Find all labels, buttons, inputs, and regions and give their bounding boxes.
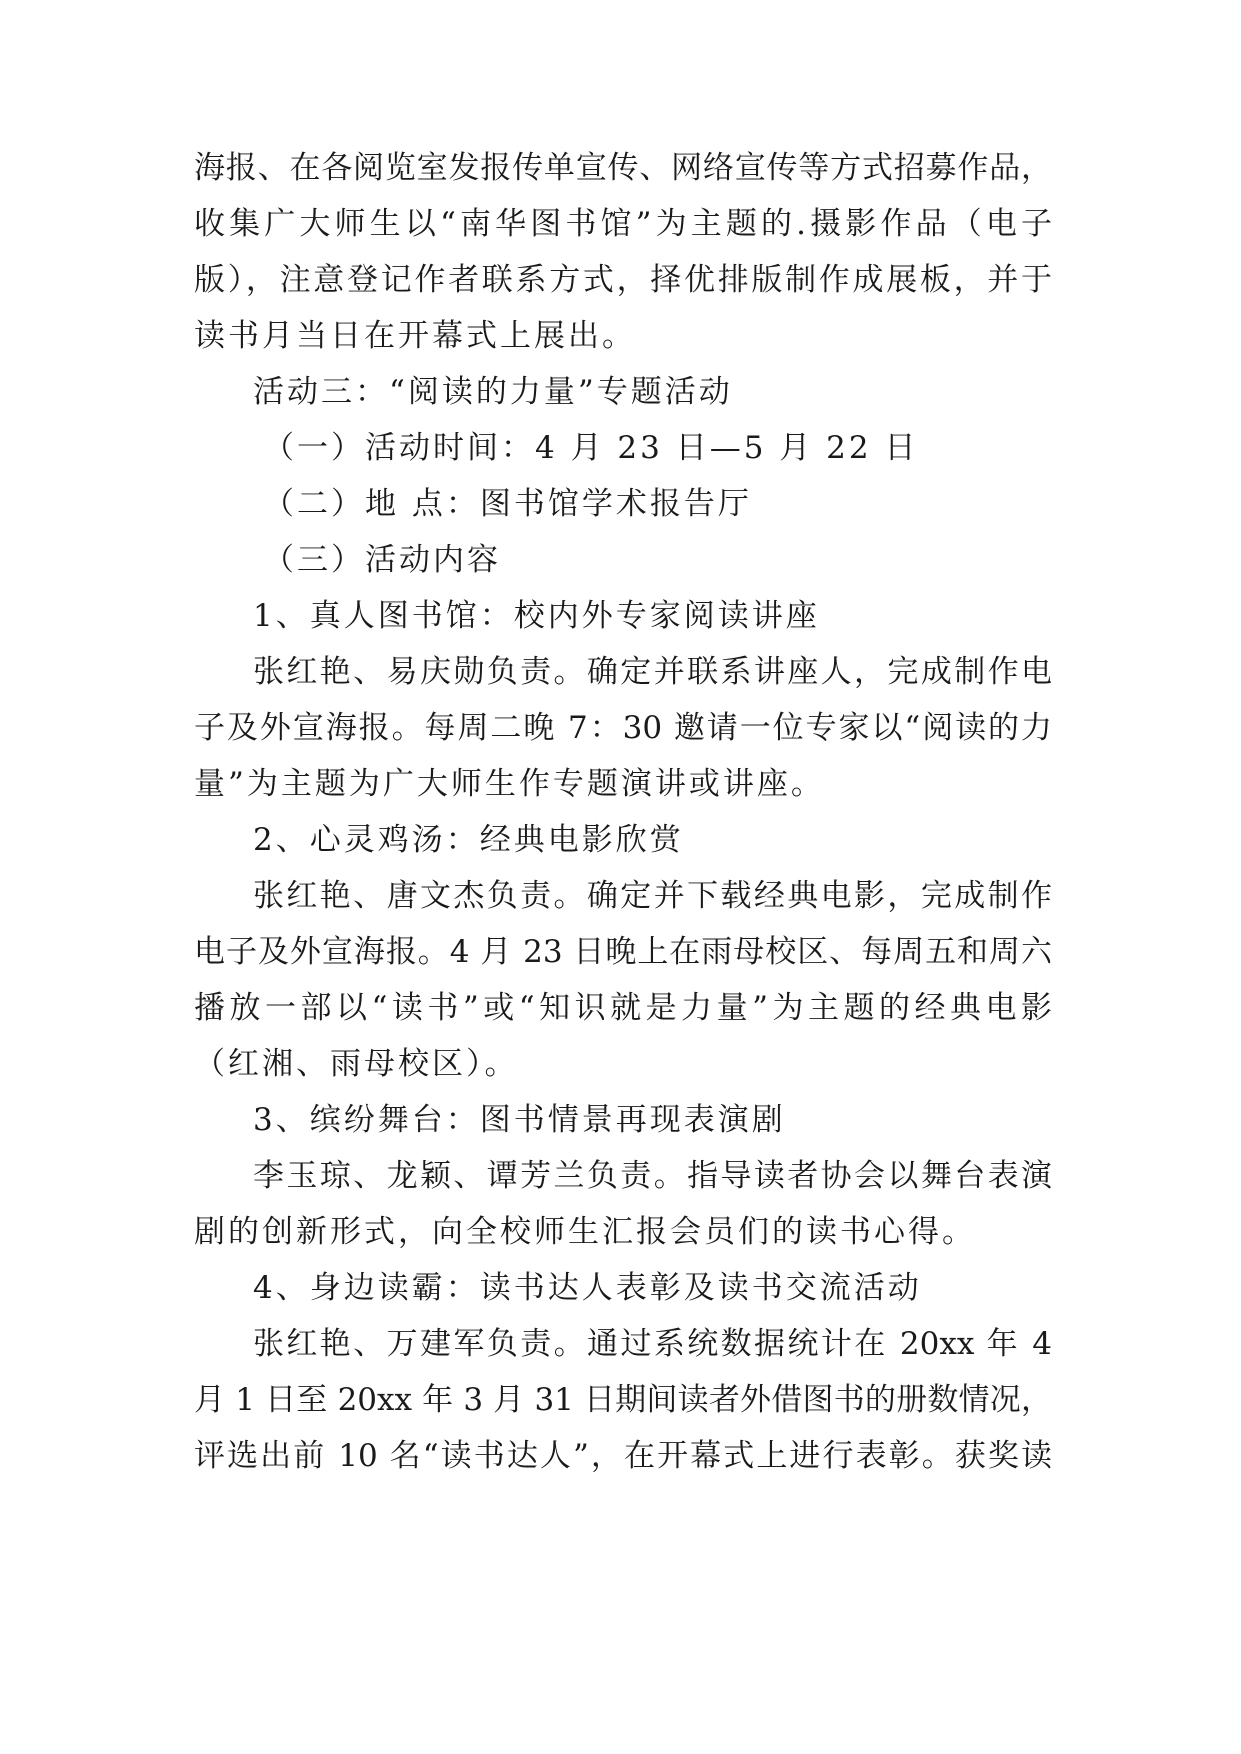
activity-time: （一）活动时间：4 月 23 日—5 月 22 日 [263,430,919,466]
section-heading-activity-3: 活动三：“阅读的力量”专题活动 [253,374,733,410]
item-1-line-3: 量”为主题为广大师生作专题演讲或讲座。 [194,766,825,802]
item-2-line-2: 电子及外宣海报。4 月 23 日晚上在雨母校区、每周五和周六 [194,934,1052,970]
activity-content-heading: （三）活动内容 [263,542,501,578]
item-heading-2: 2、心灵鸡汤：经典电影欣赏 [253,822,684,858]
paragraph-line-1: 海报、在各阅览室发报传单宣传、网络宣传等方式招募作品， [194,150,1052,186]
paragraph-line-3: 版），注意登记作者联系方式，择优排版制作成展板，并于 [194,262,1052,298]
item-2-line-4: （红湘、雨母校区）。 [194,1046,519,1082]
item-2-line-1: 张红艳、唐文杰负责。确定并下载经典电影，完成制作 [253,878,1052,914]
item-3-line-1: 李玉琼、龙颖、谭芳兰负责。指导读者协会以舞台表演 [253,1158,1052,1194]
activity-location: （二）地 点：图书馆学术报告厅 [263,486,752,522]
item-2-line-3: 播放一部以“读书”或“知识就是力量”为主题的经典电影 [194,990,1052,1026]
item-4-line-2: 月 1 日至 20xx 年 3 月 31 日期间读者外借图书的册数情况， [194,1382,1052,1418]
item-1-line-2: 子及外宣海报。每周二晚 7：30 邀请一位专家以“阅读的力 [194,710,1052,746]
paragraph-line-2: 收集广大师生以“南华图书馆”为主题的.摄影作品（电子 [194,206,1052,242]
item-heading-1: 1、真人图书馆：校内外专家阅读讲座 [253,598,820,634]
item-heading-3: 3、缤纷舞台：图书情景再现表演剧 [253,1102,786,1138]
item-4-line-3: 评选出前 10 名“读书达人”，在开幕式上进行表彰。获奖读 [194,1438,1052,1474]
paragraph-line-4: 读书月当日在开幕式上展出。 [194,318,636,354]
item-heading-4: 4、身边读霸：读书达人表彰及读书交流活动 [253,1270,922,1306]
item-1-line-1: 张红艳、易庆勋负责。确定并联系讲座人，完成制作电 [253,654,1052,690]
item-3-line-2: 剧的创新形式，向全校师生汇报会员们的读书心得。 [194,1214,976,1250]
item-4-line-1: 张红艳、万建军负责。通过系统数据统计在 20xx 年 4 [253,1326,1052,1362]
